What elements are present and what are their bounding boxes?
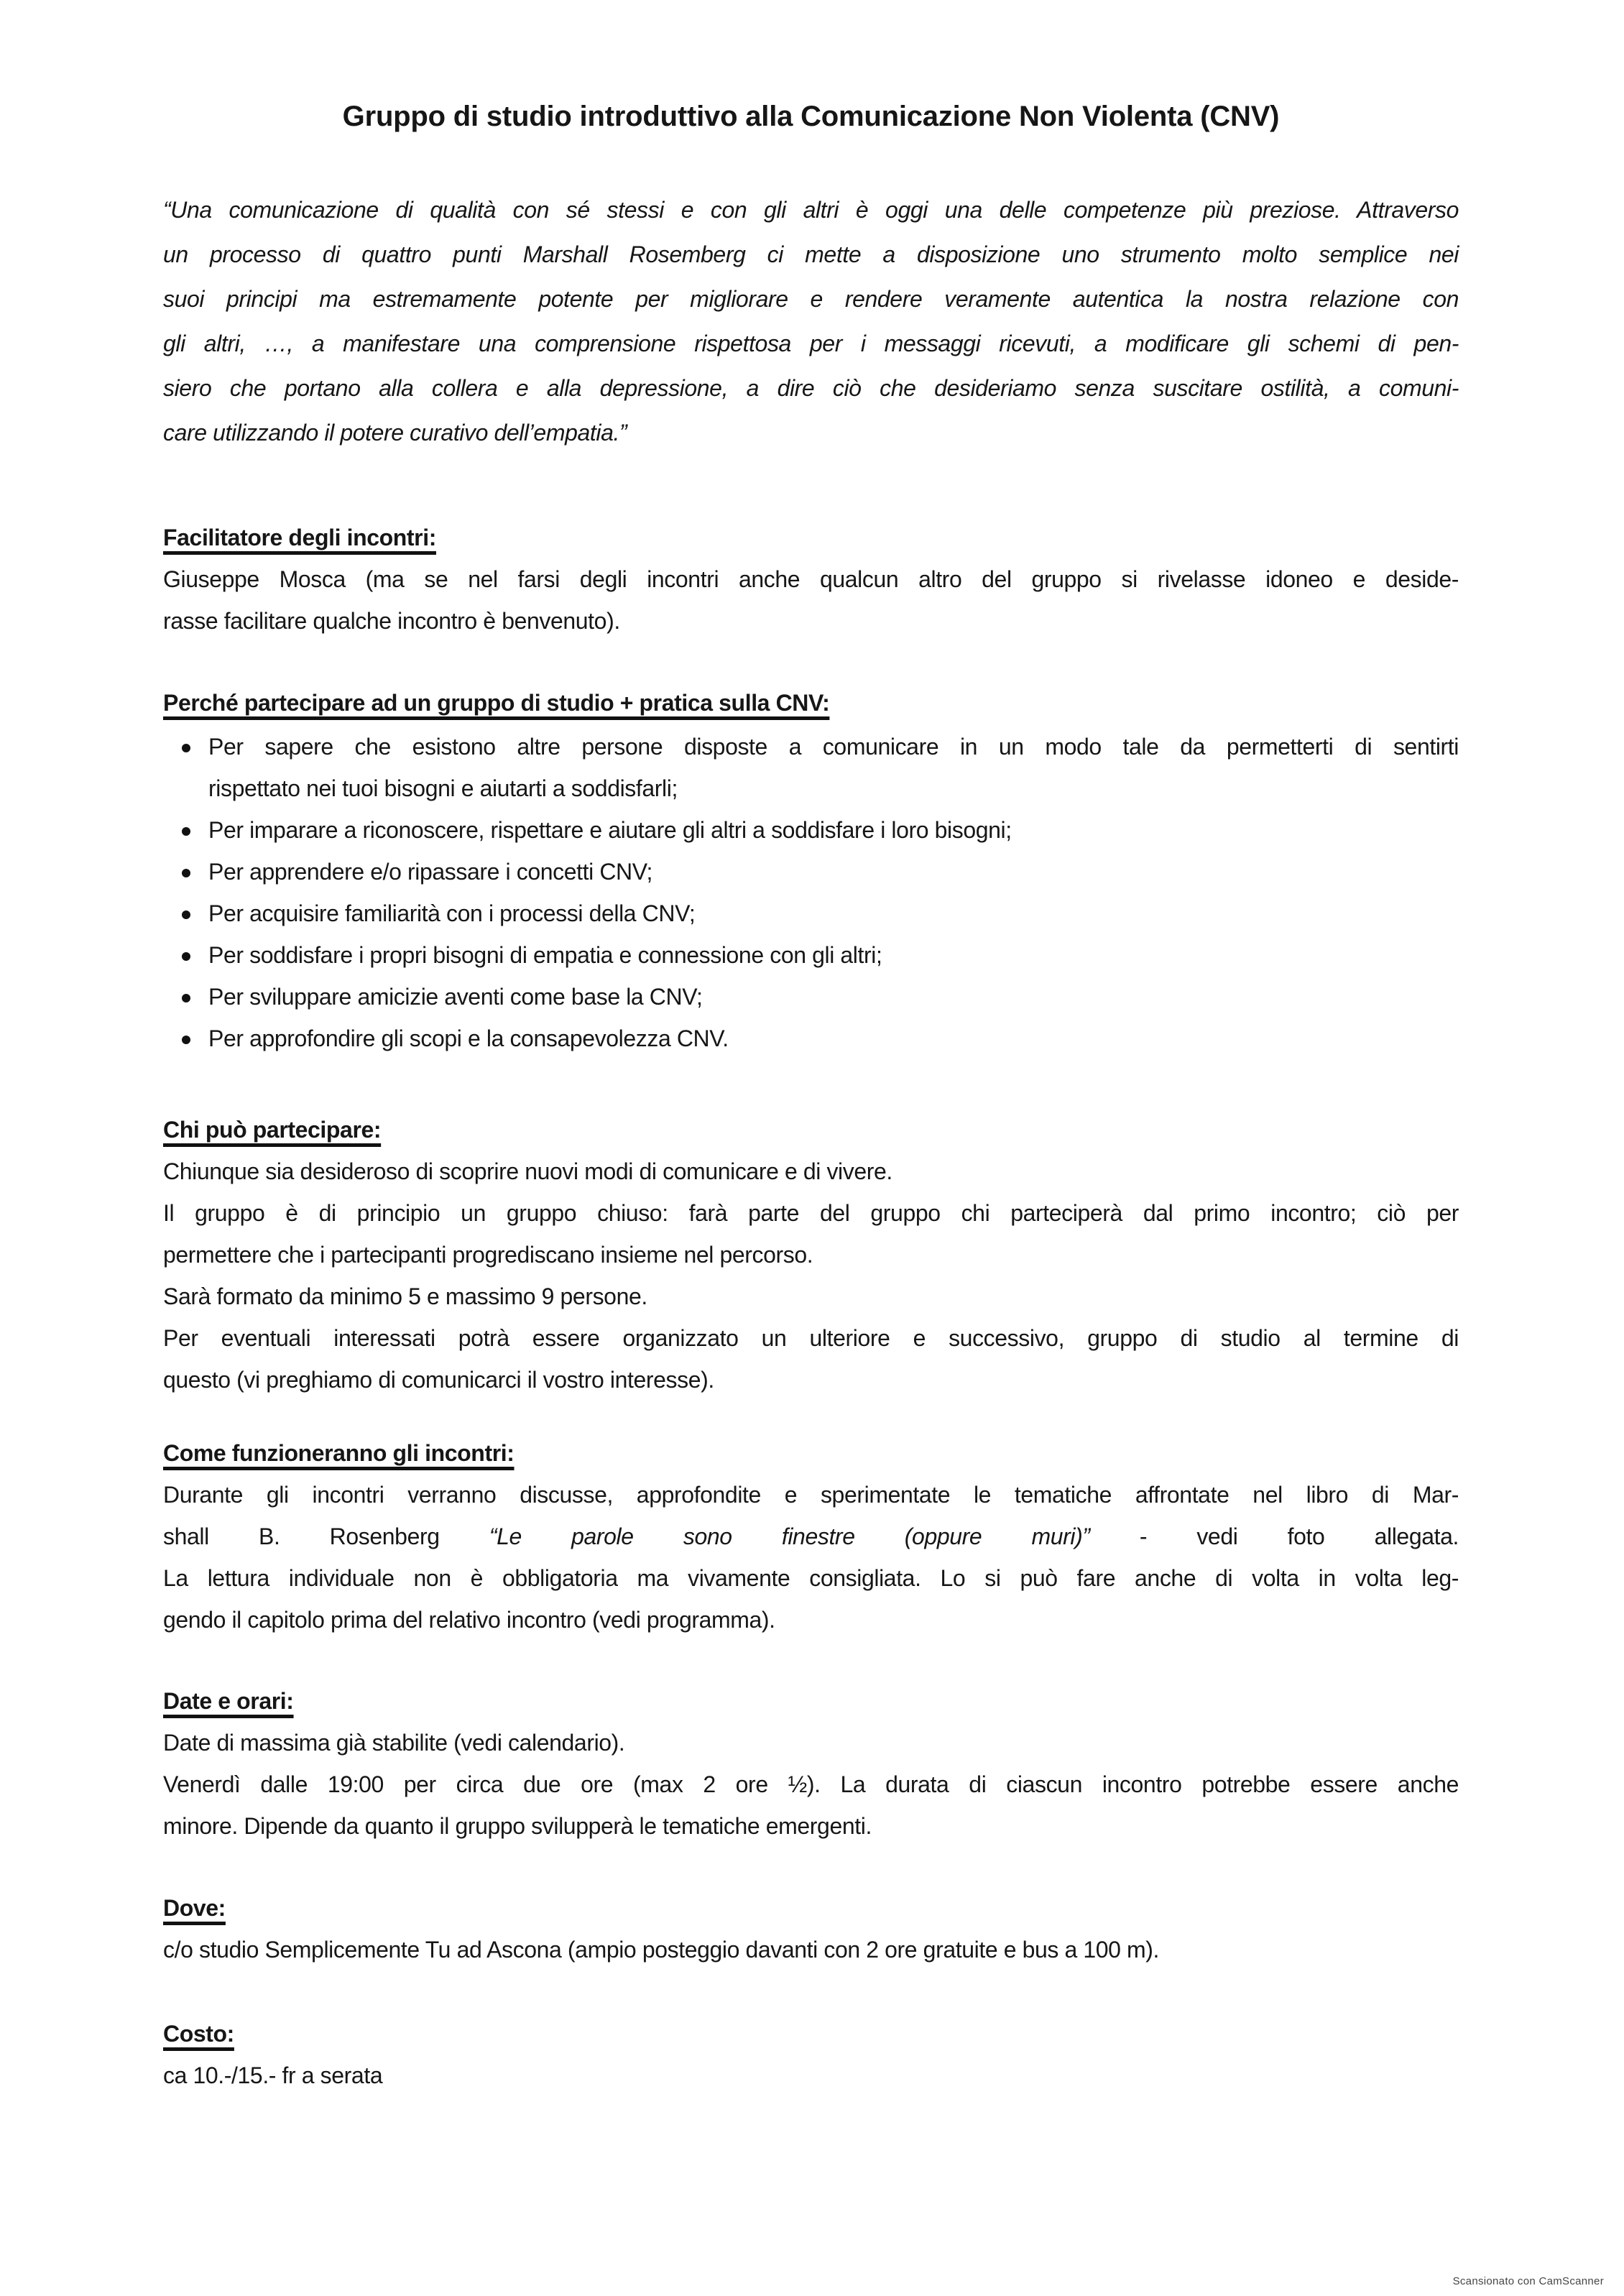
quote-line: suoi principi ma estremamente potente per migliorare e rendere veramente autentica la nostra relazione con [163,286,1459,312]
quote-line: siero che portano alla collera e alla depressione, a dire ciò che desideriamo senza suscitare ostilità, a comuni- [163,375,1459,401]
text-line: Per approfondire gli scopi e la consapevolezza CNV. [208,1025,729,1051]
page-title: Gruppo di studio introduttivo alla Comunicazione Non Violenta (CNV) [342,101,1280,132]
bullet-icon [182,869,190,877]
bullet-icon [182,994,190,1002]
quote-line: “Una comunicazione di qualità con sé stessi e con gli altri è oggi una delle competenze più preziose. Attraverso [163,197,1459,223]
text-line: minore. Dipende da quanto il gruppo svilupperà le tematiche emergenti. [163,1813,872,1839]
text-line: La lettura individuale non è obbligatoria ma vivamente consigliata. Lo si può fare anche di volta in volta leg- [163,1565,1459,1591]
text-line: permettere che i partecipanti progrediscano insieme nel percorso. [163,1242,813,1268]
text-line: Date di massima già stabilite (vedi calendario). [163,1730,625,1756]
camscanner-watermark: Scansionato con CamScanner [1452,2275,1604,2287]
bullet-list [163,726,1459,1059]
section-heading-text: Dove: [163,1895,226,1921]
section-heading-text: Facilitatore degli incontri: [163,525,436,550]
quote-line: un processo di quattro punti Marshall Rosemberg ci mette a disposizione uno strumento molto semplice nei [163,241,1459,267]
text-line: Giuseppe Mosca (ma se nel farsi degli incontri anche qualcun altro del gruppo si rivelasse idoneo e deside- [163,566,1459,592]
book-title-text: “Le parole sono finestre (oppure muri)” [489,1523,1090,1549]
section-dove [163,1887,1459,1970]
bullet-icon [182,1036,190,1044]
list-item [163,893,1459,934]
list-item [163,934,1459,976]
list-item [163,851,1459,893]
text-line: rasse facilitare qualche incontro è benvenuto). [163,608,620,634]
section-chi-puo-partecipare [163,1109,1459,1401]
section-heading-text: Perché partecipare ad un gruppo di studio + pratica sulla CNV: [163,690,830,716]
text-segment: - vedi foto allegata. [1089,1523,1459,1549]
quote-line: gli altri, …, a manifestare una comprensione rispettosa per i messaggi ricevuti, a modificare gli schemi di pen- [163,331,1459,356]
text-line: Il gruppo è di principio un gruppo chiuso: farà parte del gruppo chi parteciperà dal primo incontro; ciò per [163,1200,1459,1226]
intro-quote [163,188,1459,455]
section-heading-text: Date e orari: [163,1688,294,1714]
section-date-orari [163,1680,1459,1847]
text-line: Per sviluppare amicizie aventi come base la CNV; [208,984,703,1010]
list-item [163,726,1459,809]
text-line [163,1516,1459,1557]
text-line: Sarà formato da minimo 5 e massimo 9 persone. [163,1283,647,1309]
text-segment: shall B. Rosenberg [163,1523,489,1549]
text-line: Per acquisire familiarità con i processi della CNV; [208,900,696,926]
list-item [163,976,1459,1018]
section-heading [163,1887,1459,1929]
section-heading [163,1109,1459,1151]
bullet-icon [182,952,190,961]
list-item [163,809,1459,851]
section-come-funzioneranno [163,1432,1459,1641]
text-line: Per apprendere e/o ripassare i concetti CNV; [208,859,652,885]
text-line: Chiunque sia desideroso di scoprire nuovi modi di comunicare e di vivere. [163,1158,892,1184]
section-heading-text: Chi può partecipare: [163,1117,382,1143]
title-block [163,94,1459,139]
text-line: c/o studio Semplicemente Tu ad Ascona (ampio posteggio davanti con 2 ore gratuite e bus a 100 m). [163,1937,1160,1963]
section-costo [163,2013,1459,2096]
text-line: questo (vi preghiamo di comunicarci il vostro interesse). [163,1367,714,1393]
text-line: gendo il capitolo prima del relativo incontro (vedi programma). [163,1607,775,1633]
text-line: Per eventuali interessati potrà essere organizzato un ulteriore e successivo, gruppo di studio al termine di [163,1325,1459,1351]
section-heading-text: Costo: [163,2021,234,2047]
list-item [163,1018,1459,1059]
section-heading [163,1680,1459,1722]
section-perche-partecipare [163,682,1459,1059]
text-line: Venerdì dalle 19:00 per circa due ore (max 2 ore ½). La durata di ciascun incontro potrebbe essere anche [163,1771,1459,1797]
text-line: Per sapere che esistono altre persone disposte a comunicare in un modo tale da permetterti di sentirti [208,734,1459,760]
text-line: Per soddisfare i propri bisogni di empatia e connessione con gli altri; [208,942,882,968]
section-facilitatore [163,517,1459,642]
text-line: Durante gli incontri verranno discusse, approfondite e sperimentate le tematiche affrontate nel libro di Mar- [163,1482,1459,1508]
bullet-icon [182,744,190,752]
quote-line: care utilizzando il potere curativo dell’empatia.” [163,420,627,446]
section-heading-text: Come funzioneranno gli incontri: [163,1440,515,1466]
bullet-icon [182,910,190,919]
text-line: Per imparare a riconoscere, rispettare e aiutare gli altri a soddisfare i loro bisogni; [208,817,1012,843]
section-heading [163,2013,1459,2055]
text-line: ca 10.-/15.- fr a serata [163,2062,383,2088]
bullet-icon [182,827,190,836]
section-heading [163,517,1459,558]
text-line: rispettato nei tuoi bisogni e aiutarti a soddisfarli; [208,775,678,801]
section-heading [163,682,1459,724]
section-heading [163,1432,1459,1474]
